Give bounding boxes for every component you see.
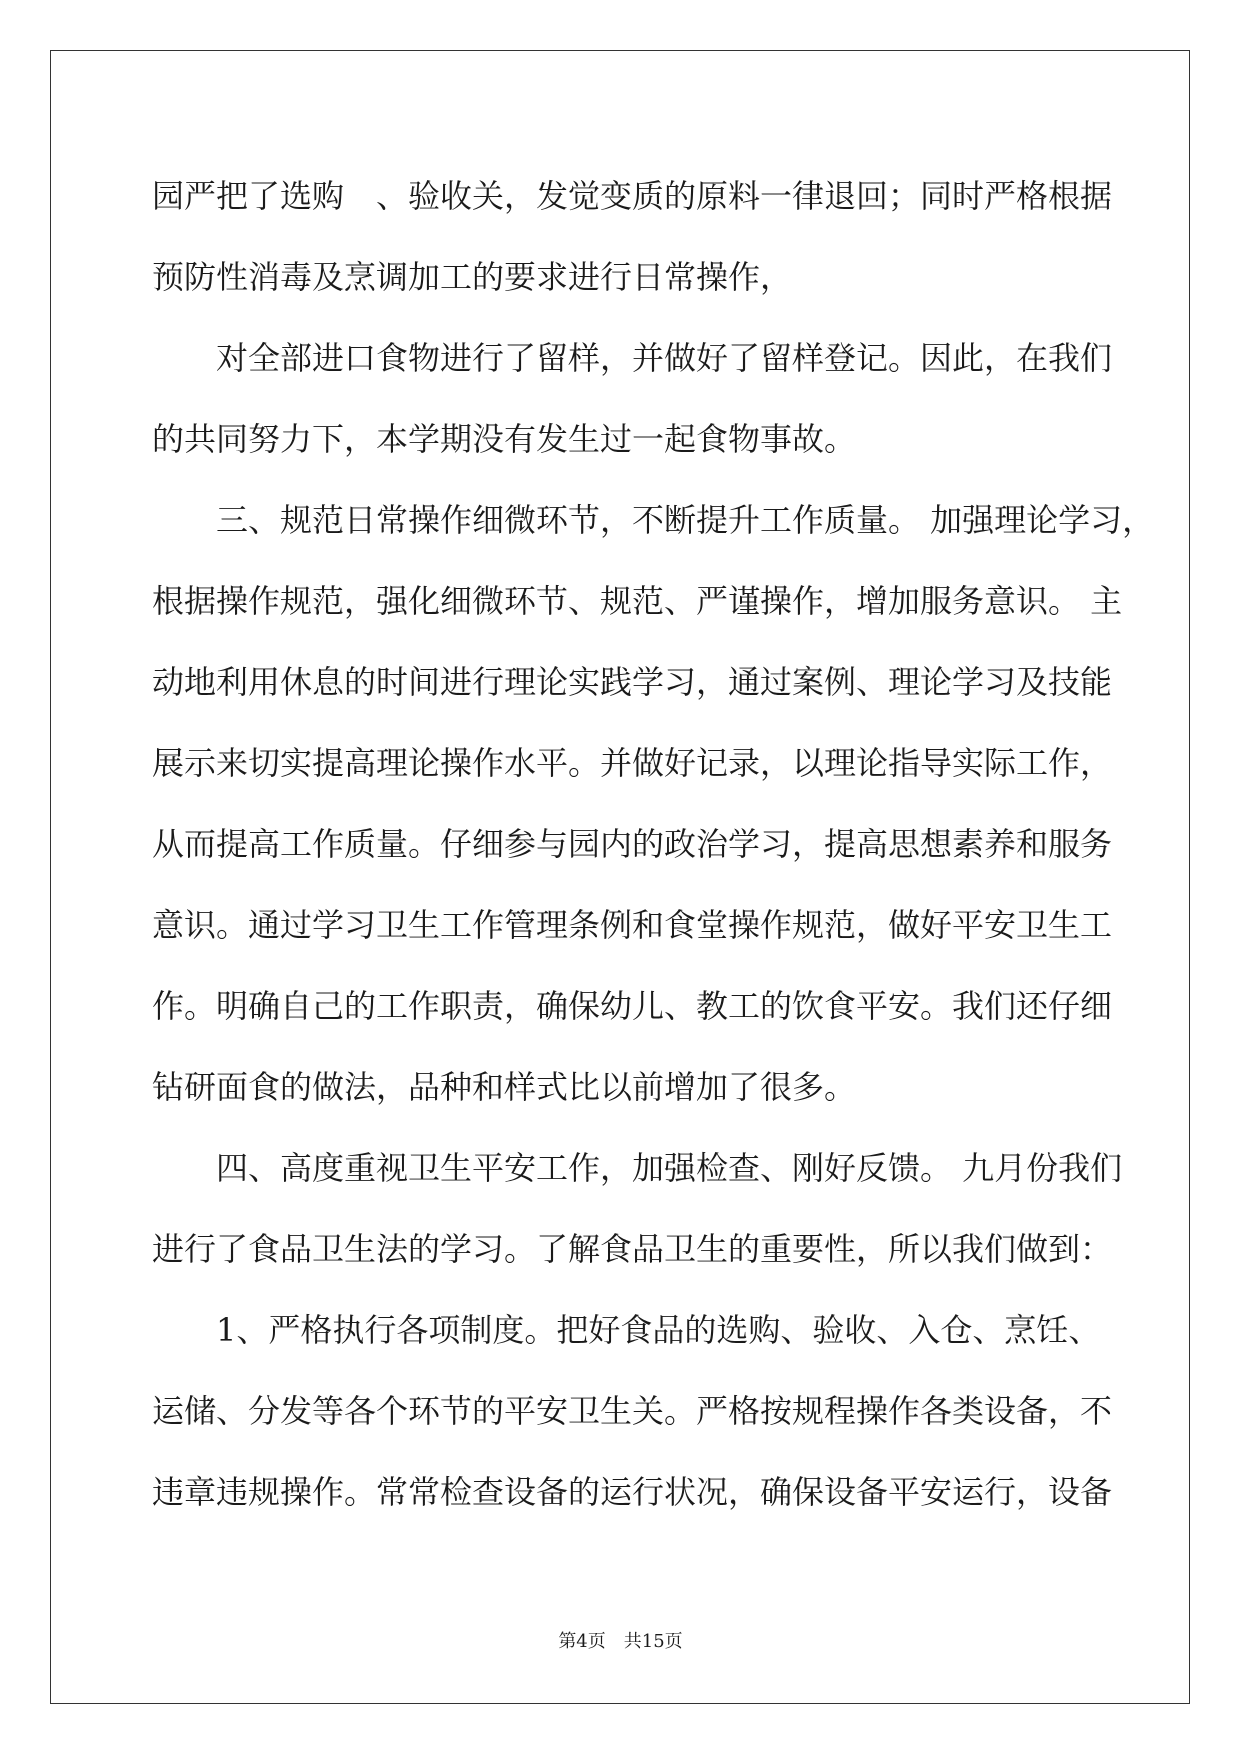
text-line: 违章违规操作。常常检查设备的运行状况，确保设备平安运行，设备 [152,1473,1113,1511]
text-line: 展示来切实提高理论操作水平。并做好记录，以理论指导实际工作， [152,744,1113,782]
text-line: 的共同努力下，本学期没有发生过一起食物事故。 [152,420,857,458]
text-line: 根据操作规范，强化细微环节、规范、严谨操作，增加服务意识。 主 [152,582,1123,620]
text-line: 意识。通过学习卫生工作管理条例和食堂操作规范，做好平安卫生工 [152,906,1113,944]
text-line: 三、规范日常操作细微环节，不断提升工作质量。 加强理论学习， [216,501,1155,539]
text-line: 进行了食品卫生法的学习。了解食品卫生的重要性，所以我们做到： [152,1230,1113,1268]
text-line: 预防性消毒及烹调加工的要求进行日常操作， [152,258,793,296]
text-line: 运储、分发等各个环节的平安卫生关。严格按规程操作各类设备，不 [152,1392,1113,1430]
text-line: 对全部进口食物进行了留样，并做好了留样登记。因此，在我们 [216,339,1113,377]
text-line: 四、高度重视卫生平安工作，加强检查、刚好反馈。 九月份我们 [216,1149,1123,1187]
page-footer [0,1627,1241,1653]
text-line: 作。明确自己的工作职责，确保幼儿、教工的饮食平安。我们还仔细 [152,987,1113,1025]
text-line: 园严把了选购 、验收关，发觉变质的原料一律退回；同时严格根据 [152,177,1113,215]
text-line: 从而提高工作质量。仔细参与园内的政治学习，提高思想素养和服务 [152,825,1113,863]
text-line: 钻研面食的做法，品种和样式比以前增加了很多。 [152,1068,857,1106]
page-total: 共15页 [623,1631,683,1652]
text-line: 1、严格执行各项制度。把好食品的选购、验收、入仓、烹饪、 [216,1311,1101,1349]
text-line: 动地利用休息的时间进行理论实践学习，通过案例、理论学习及技能 [152,663,1113,701]
page-number: 第4页 [558,1631,606,1652]
document-body [152,156,1155,1533]
